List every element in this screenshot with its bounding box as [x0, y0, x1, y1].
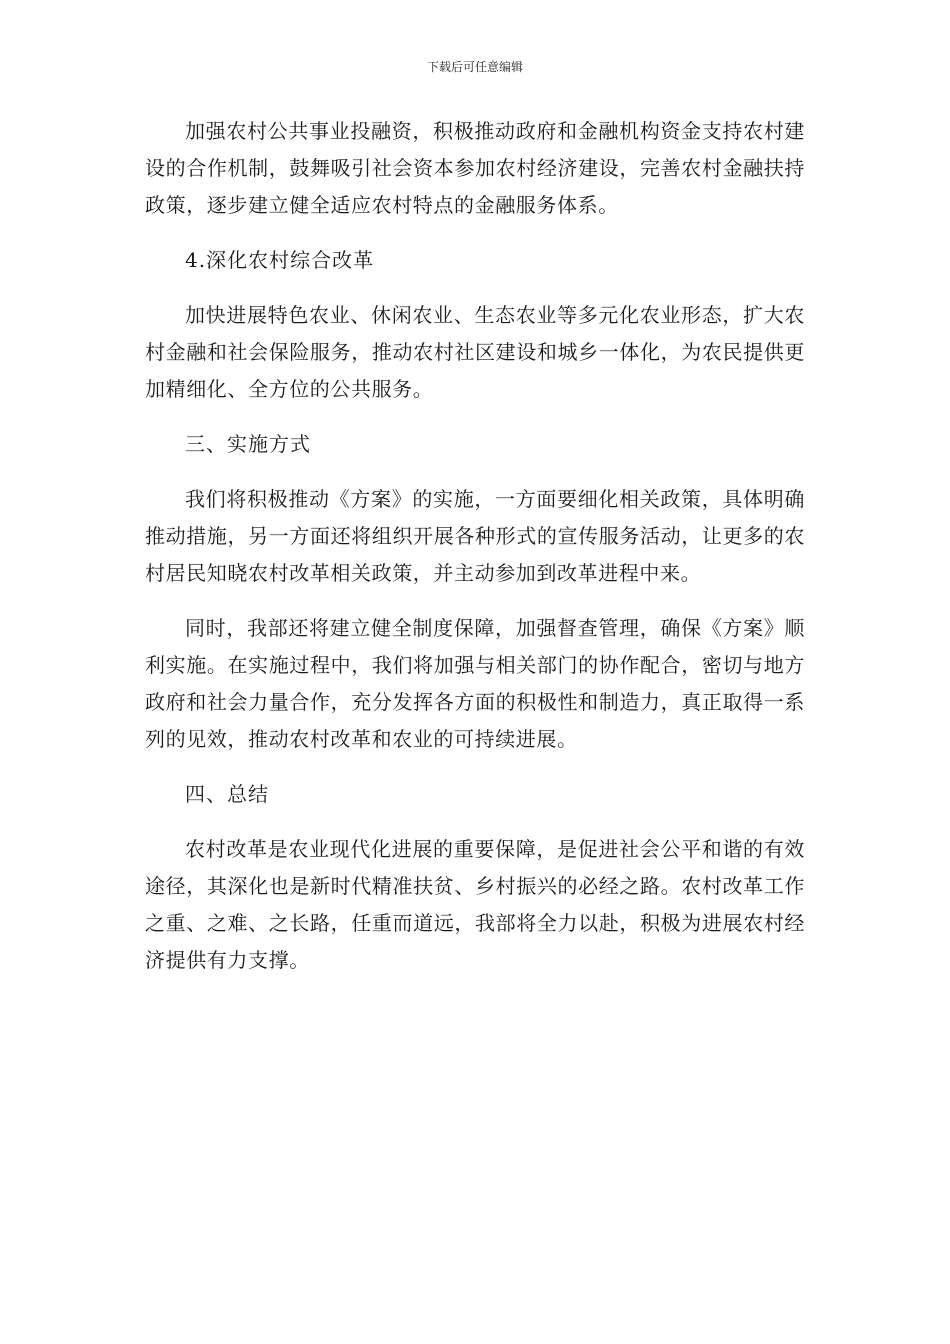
- paragraph-rural-finance: 加强农村公共事业投融资，积极推动政府和金融机构资金支持农村建设的合作机制，鼓舞吸引社会资本参加农村经济建设，完善农村金融扶持政策，逐步建立健全适应农村特点的金融服务体系。: [145, 119, 805, 217]
- heading-implementation: 三、实施方式: [185, 432, 311, 456]
- paragraph-conclusion: 农村改革是农业现代化进展的重要保障，是促进社会公平和谐的有效途径，其深化也是新时代精准扶贫、乡村振兴的必经之路。农村改革工作之重、之难、之长路，任重而道远，我部将全力以赴，积极为进展农村经济提供有力支撑。: [145, 837, 805, 972]
- heading-deepen-reform: 4.深化农村综合改革: [185, 248, 375, 272]
- paragraph-promote-plan: 我们将积极推动《方案》的实施，一方面要细化相关政策，具体明确推动措施，另一方面还将组织开展各种形式的宣传服务活动，让更多的农村居民知晓农村改革相关政策，并主动参加到改革进程中来。: [145, 487, 805, 585]
- document-body: [145, 113, 805, 997]
- paragraph-institutional-guarantee: 同时，我部还将建立健全制度保障，加强督查管理，确保《方案》顺利实施。在实施过程中，我们将加强与相关部门的协作配合，密切与地方政府和社会力量合作，充分发挥各方面的积极性和制造力，真正取得一系列的见效，推动农村改革和农业的可持续进展。: [145, 616, 805, 751]
- paragraph-diversified-agriculture: 加快进展特色农业、休闲农业、生态农业等多元化农业形态，扩大农村金融和社会保险服务，推动农村社区建设和城乡一体化，为农民提供更加精细化、全方位的公共服务。: [145, 303, 805, 401]
- header-note: 下载后可任意编辑: [426, 60, 523, 74]
- heading-summary: 四、总结: [185, 782, 269, 806]
